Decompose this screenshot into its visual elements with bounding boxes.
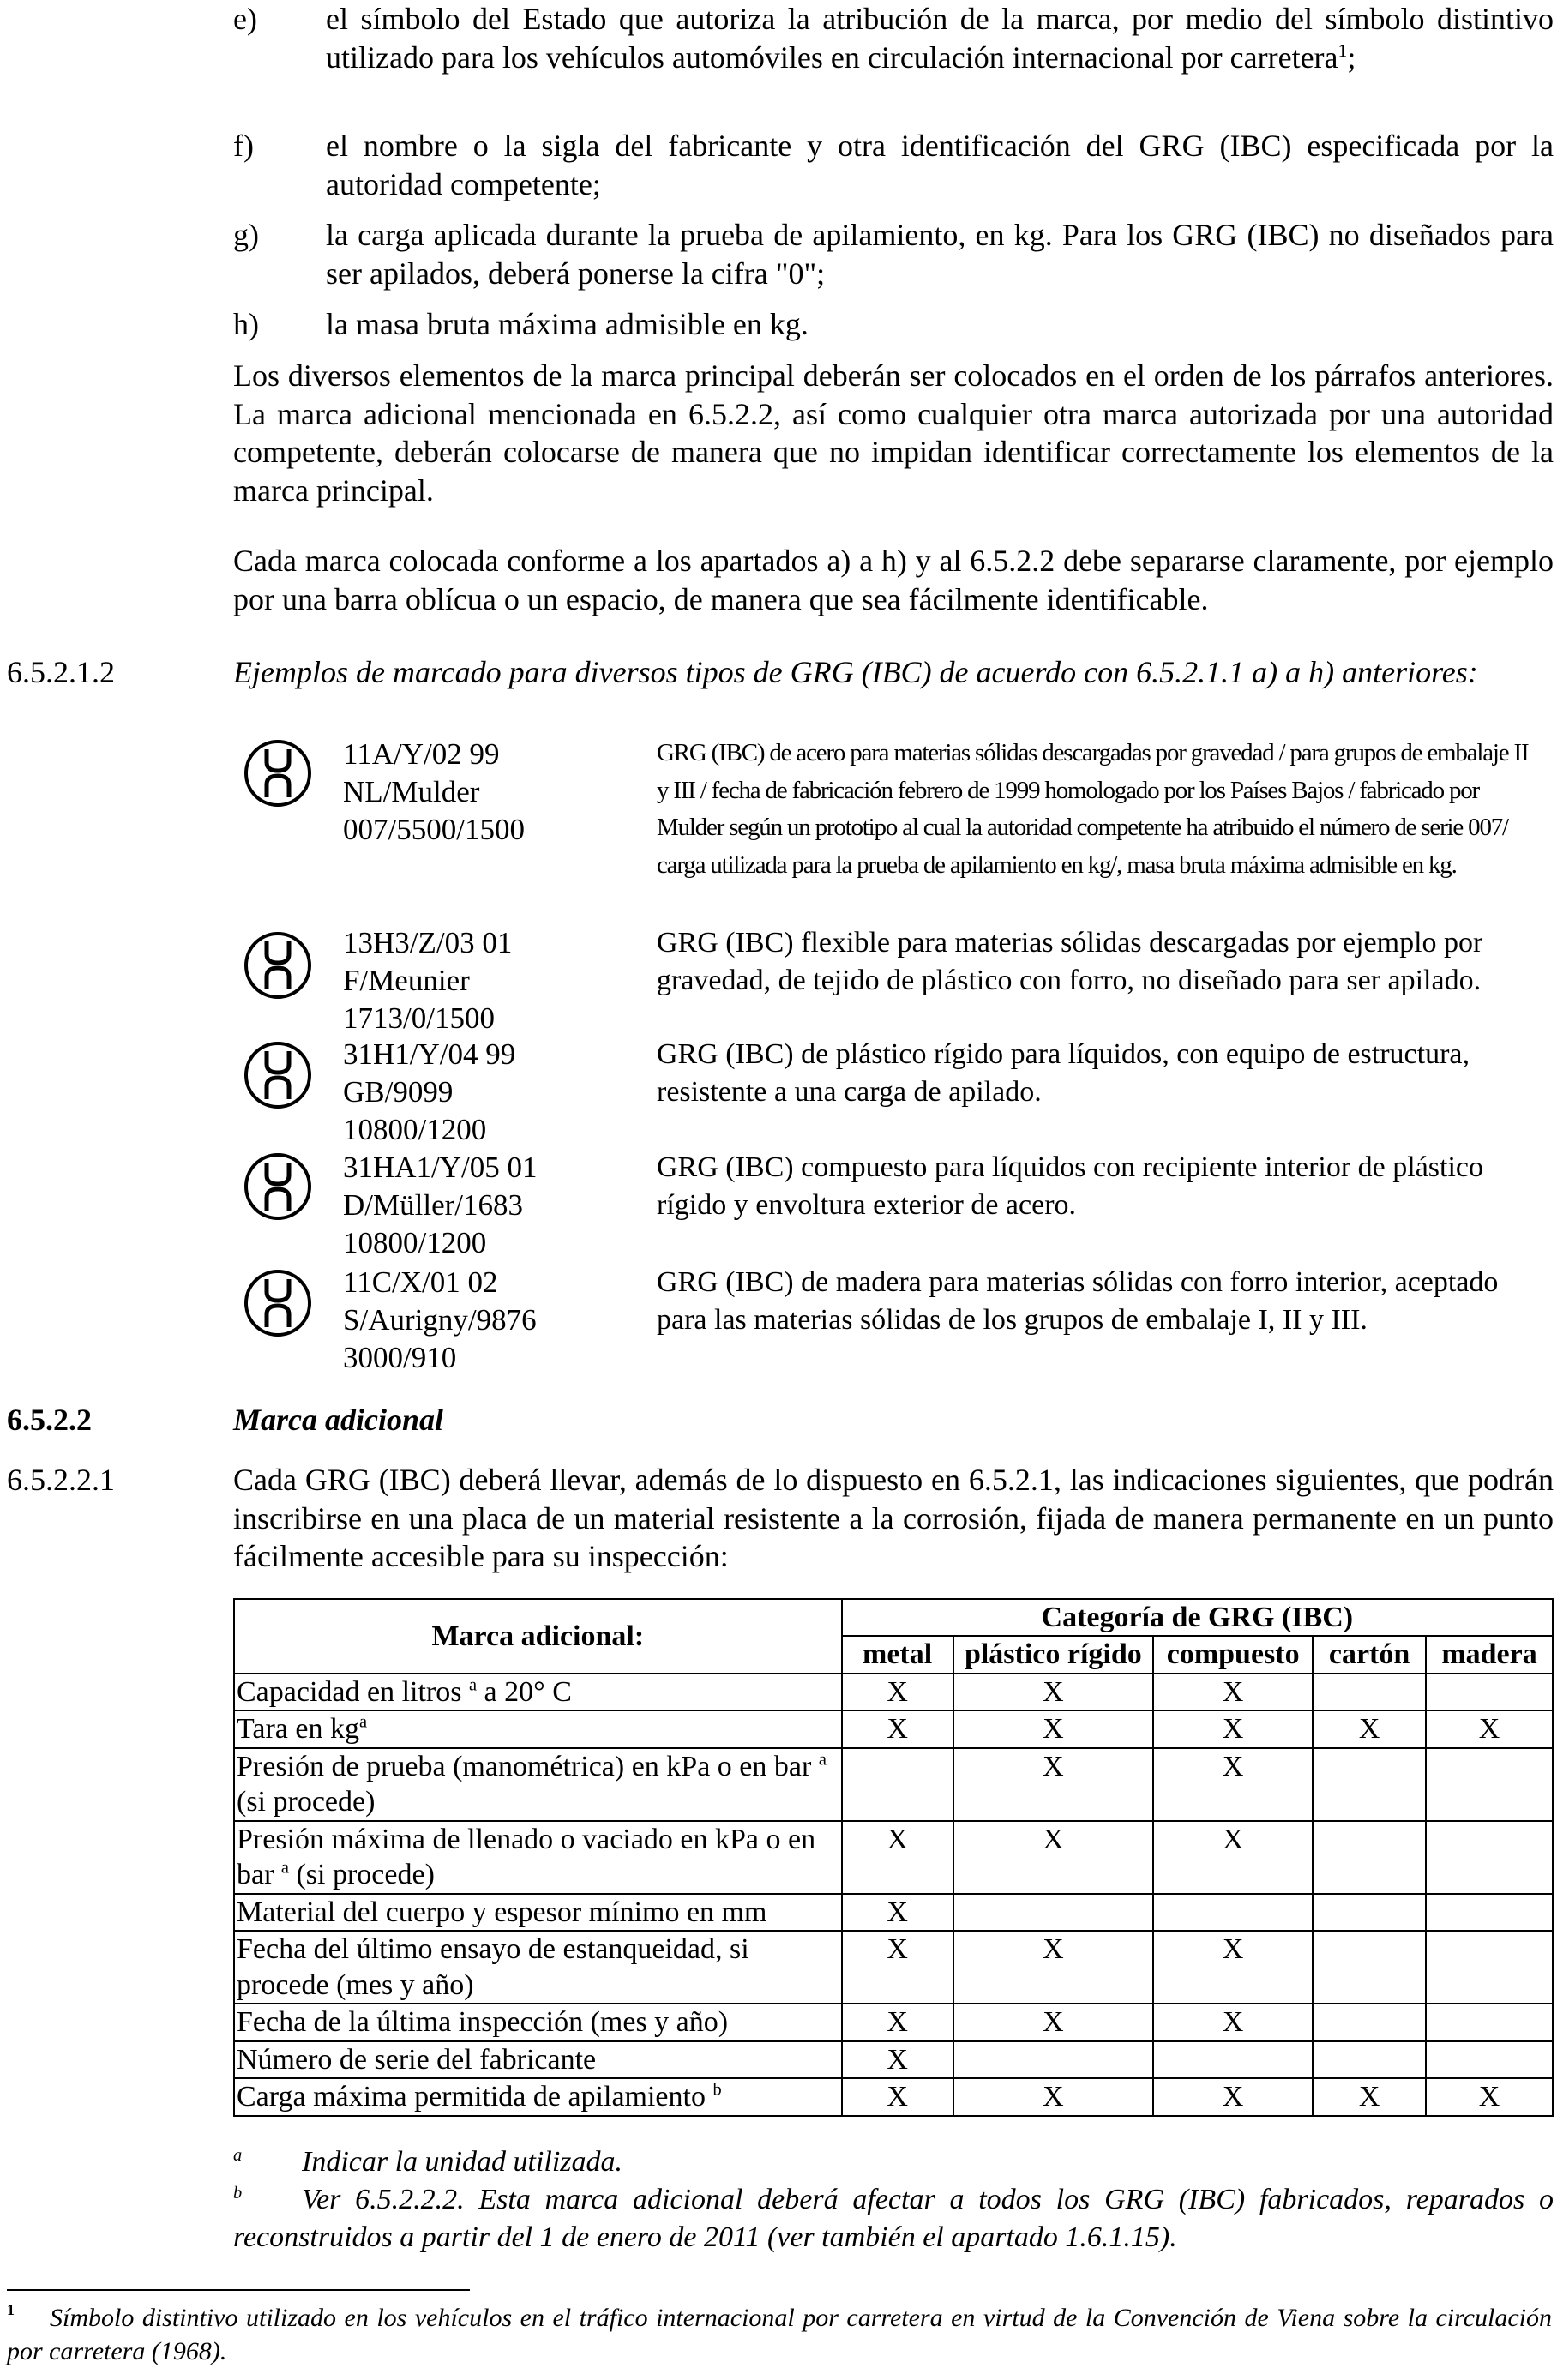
cell-plástico-rígido: X (953, 2004, 1154, 2040)
cell-cartón (1313, 1748, 1426, 1821)
marking-code: 31HA1/Y/05 01 D/Müller/1683 10800/1200 (343, 1151, 538, 1259)
row-label: Número de serie del fabricante (234, 2041, 842, 2078)
paragraph-order: Los diversos elementos de la marca principal deberán ser colocados en el orden de los párrafos anteriores. La marca adicional mencionada en 6.5.2.2, así como cualquier otra marca autorizada por una autoridad competente, deberán colocarse de manera que no impidan identificar correctamente los elementos de la marca principal. (233, 358, 1554, 508)
column-header: compuesto (1153, 1636, 1313, 1673)
un-packaging-symbol-icon (243, 739, 312, 808)
un-packaging-symbol-icon (243, 1152, 312, 1221)
cell-cartón (1313, 1821, 1426, 1894)
cell-madera: X (1426, 1710, 1553, 1747)
cell-cartón (1313, 2004, 1426, 2040)
row-label: Material del cuerpo y espesor mínimo en mm (234, 1894, 842, 1931)
cell-cartón (1313, 2041, 1426, 2078)
cell-compuesto: X (1153, 1748, 1313, 1821)
cell-madera (1426, 2004, 1553, 2040)
cell-madera: X (1426, 2078, 1553, 2115)
list-marker: g) (233, 218, 259, 252)
cell-madera (1426, 1931, 1553, 2004)
cell-compuesto: X (1153, 1931, 1313, 2004)
list-marker: e) (233, 2, 257, 36)
cell-compuesto (1153, 2041, 1313, 2078)
cell-plástico-rígido: X (953, 1931, 1154, 2004)
cell-madera (1426, 1674, 1553, 1710)
cell-metal: X (842, 2004, 953, 2040)
cell-plástico-rígido (953, 2041, 1154, 2078)
row-label: Carga máxima permitida de apilamiento $^b$ (234, 2078, 842, 2115)
marking-code: 31H1/Y/04 99 GB/9099 10800/1200 (343, 1037, 516, 1146)
row-label: Fecha del último ensayo de estanqueidad, si procede (mes y año) (234, 1931, 842, 2004)
section-title: Ejemplos de marcado para diversos tipos de GRG (IBC) de acuerdo con 6.5.2.1.1 a) a h) anteriores: (233, 655, 1478, 689)
table-row (234, 1931, 1553, 2004)
section-number: 6.5.2.2.1 (7, 1463, 115, 1497)
list-text: el nombre o la sigla del fabricante y otra identificación del GRG (IBC) especificada por la autoridad competente; (326, 129, 1554, 201)
cell-plástico-rígido: X (953, 2078, 1154, 2115)
note-text: Indicar la unidad utilizada. (302, 2146, 622, 2178)
row-label: Capacidad en litros $^a$ a 20° C (234, 1674, 842, 1710)
cell-compuesto (1153, 1894, 1313, 1931)
cell-metal: X (842, 1710, 953, 1747)
marking-code: 13H3/Z/03 01 F/Meunier 1713/0/1500 (343, 926, 513, 1035)
cell-compuesto: X (1153, 2078, 1313, 2115)
cell-metal: X (842, 1821, 953, 1894)
marking-code: 11C/X/01 02 S/Aurigny/9876 3000/910 (343, 1265, 537, 1374)
column-header: cartón (1313, 1636, 1426, 1673)
cell-compuesto: X (1153, 1710, 1313, 1747)
list-marker: f) (233, 129, 254, 163)
cell-cartón (1313, 1674, 1426, 1710)
cell-plástico-rígido: X (953, 1674, 1154, 1710)
row-label: Tara en $kg^a$ (234, 1710, 842, 1747)
note-ref: a (359, 1713, 368, 1733)
cell-compuesto: X (1153, 1674, 1313, 1710)
section-title: Marca adicional (233, 1403, 444, 1437)
cell-plástico-rígido: X (953, 1748, 1154, 1821)
cell-metal: X (842, 2041, 953, 2078)
cell-compuesto: X (1153, 1821, 1313, 1894)
table-row (234, 1710, 1553, 1747)
footnote-text: Símbolo distintivo utilizado en los vehículos en el tráfico internacional por carretera en virtud de la Convención de Viena sobre la circulación por carretera (1968). (7, 2304, 1552, 2365)
row-label: Fecha de la última inspección (mes y año) (234, 2004, 842, 2040)
row-label: Presión de prueba (manométrica) en kPa o en bar $^a$ (si procede) (234, 1748, 842, 1821)
note-ref: a (280, 1858, 289, 1878)
section-number: 6.5.2.2 (7, 1403, 92, 1437)
footnote-divider (7, 2289, 470, 2291)
table-note: b Ver 6.5.2.2.2. Esta marca adicional deberá afectar a todos los GRG (IBC) fabricados, reparados o reconstruidos a partir del 1 de enero de 2011 (ver también el apartado 1.6.1.15). (233, 2184, 1554, 2254)
cell-madera (1426, 1748, 1553, 1821)
marking-description: GRG (IBC) compuesto para líquidos con recipiente interior de plástico rígido y envoltura exterior de acero. (657, 1151, 1484, 1221)
note-ref: b (712, 2080, 722, 2100)
cell-metal (842, 1748, 953, 1821)
table-row (234, 1674, 1553, 1710)
un-packaging-symbol-icon (243, 1041, 312, 1109)
table-row (234, 1748, 1553, 1821)
cell-madera (1426, 1894, 1553, 1931)
note-ref: a (468, 1675, 478, 1695)
note-text: Ver 6.5.2.2.2. Esta marca adicional deberá afectar a todos los GRG (IBC) fabricados, reparados o reconstruidos a partir del 1 de enero de 2011 (ver también el apartado 1.6.1.15). (233, 2184, 1554, 2254)
section-number: 6.5.2.1.2 (7, 655, 115, 689)
group-header: Categoría de GRG (IBC) (842, 1599, 1553, 1636)
cell-metal: X (842, 2078, 953, 2115)
cell-metal: X (842, 1894, 953, 1931)
list-text: el símbolo del Estado que autoriza la atribución de la marca, por medio del símbolo distintivo utilizado para los vehículos automóviles en circulación internacional por carretera$^1$; (326, 2, 1554, 75)
cell-metal: X (842, 1931, 953, 2004)
column-header: plástico rígido (953, 1636, 1154, 1673)
cell-cartón (1313, 1931, 1426, 2004)
paragraph-separation: Cada marca colocada conforme a los apartados a) a h) y al 6.5.2.2 debe separarse claramente, por ejemplo por una barra oblícua o un espacio, de manera que sea fácilmente identificable. (233, 544, 1554, 616)
cell-metal: X (842, 1674, 953, 1710)
cell-compuesto: X (1153, 2004, 1313, 2040)
marking-code: 11A/Y/02 99 NL/Mulder 007/5500/1500 (343, 737, 525, 846)
table-notes (233, 2143, 1554, 2257)
list-text: la masa bruta máxima admisible en kg. (326, 307, 809, 341)
cell-madera (1426, 1821, 1553, 1894)
column-header: Marca adicional: (234, 1599, 842, 1674)
row-label: Presión máxima de llenado o vaciado en kPa o en bar $^a$ (si procede) (234, 1821, 842, 1894)
list-text: la carga aplicada durante la prueba de apilamiento, en kg. Para los GRG (IBC) no diseñados para ser apilados, deberá ponerse la cifra "0"; (326, 218, 1554, 291)
marking-description: GRG (IBC) de madera para materias sólidas con forro interior, aceptado para las materias sólidas de los grupos de embalaje I, II y III. (657, 1266, 1499, 1336)
cell-cartón: X (1313, 2078, 1426, 2115)
footnote-ref: 1 (1338, 39, 1348, 61)
un-packaging-symbol-icon (243, 931, 312, 1000)
cell-madera (1426, 2041, 1553, 2078)
cell-plástico-rígido (953, 1894, 1154, 1931)
un-packaging-symbol-icon (243, 1269, 312, 1337)
column-header: madera (1426, 1636, 1553, 1673)
section-text: Cada GRG (IBC) deberá llevar, además de lo dispuesto en 6.5.2.1, las indicaciones siguientes, que podrán inscribirse en una placa de un material resistente a la corrosión, fijada de manera permanente en un punto fácilmente accesible para su inspección: (233, 1463, 1554, 1574)
note-ref: a (818, 1750, 827, 1770)
table-row (234, 2004, 1553, 2040)
marking-description: GRG (IBC) de plástico rígido para líquidos, con equipo de estructura, resistente a una carga de apilado. (657, 1038, 1470, 1108)
footnote: 1 Símbolo distintivo utilizado en los vehículos en el tráfico internacional por carretera en virtud de la Convención de Viena sobre la circulación por carretera (1968). (7, 2301, 1552, 2365)
table-note: a Indicar la unidad utilizada. (233, 2143, 1554, 2181)
marking-description: GRG (IBC) de acero para materias sólidas descargadas por gravedad / para grupos de embalaje II y III / fecha de fabricación febrero de 1999 homologado por los Países Bajos / fabricado por Mulder según un prototipo al cual la autoridad competente ha atribuido el número de serie 007/ carga utilizada para la prueba de apilamiento en kg/, masa bruta máxima admisible en kg. (657, 739, 1529, 879)
column-header: metal (842, 1636, 953, 1673)
table-row (234, 2078, 1553, 2115)
list-marker: h) (233, 307, 259, 341)
marking-description: GRG (IBC) flexible para materias sólidas descargadas por ejemplo por gravedad, de tejido de plástico con forro, no diseñado para ser apilado. (657, 927, 1483, 996)
cell-cartón (1313, 1894, 1426, 1931)
cell-plástico-rígido: X (953, 1821, 1154, 1894)
additional-marking-table (233, 1598, 1554, 2117)
table-row (234, 2041, 1553, 2078)
cell-cartón: X (1313, 1710, 1426, 1747)
cell-plástico-rígido: X (953, 1710, 1154, 1747)
table-row (234, 1821, 1553, 1894)
table-row (234, 1894, 1553, 1931)
